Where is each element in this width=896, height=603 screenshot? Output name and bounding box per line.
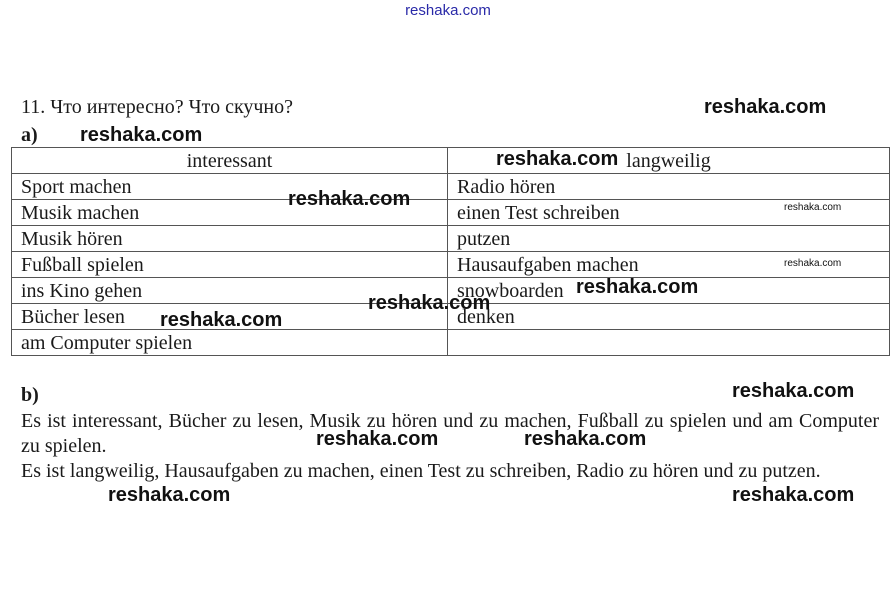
watermark: reshaka.com	[732, 380, 855, 402]
watermark: reshaka.com	[784, 258, 842, 269]
table-row	[12, 330, 890, 356]
answer-paragraph-1: Es ist interessant, Bücher zu lesen, Musik zu hören und zu machen, Fußball zu spielen und am Computer zu spielen.	[21, 410, 879, 457]
table-row	[12, 174, 890, 200]
table-cell: ins Kino gehen	[12, 278, 448, 304]
watermark: reshaka.com	[288, 188, 411, 210]
table-cell: Musik hören	[12, 226, 448, 252]
table-cell: Radio hören	[448, 174, 890, 200]
watermark: reshaka.com	[316, 428, 439, 450]
table-cell: Musik machen	[12, 200, 448, 226]
table-row	[12, 252, 890, 278]
table-cell: einen Test schreiben	[448, 200, 890, 226]
table-cell: Fußball spielen	[12, 252, 448, 278]
watermark: reshaka.com	[732, 484, 855, 506]
answer-paragraph-2: Es ist langweilig, Hausaufgaben zu machen, einen Test zu schreiben, Radio zu hören und zu putzen.	[21, 460, 821, 482]
watermark: reshaka.com	[524, 428, 647, 450]
watermark: reshaka.com	[368, 292, 491, 314]
table-cell: Sport machen	[12, 174, 448, 200]
table-cell: am Computer spielen	[12, 330, 448, 356]
table-row	[12, 200, 890, 226]
part-b-label: b)	[21, 384, 39, 406]
table-cell	[448, 330, 890, 356]
watermark: reshaka.com	[784, 202, 842, 213]
part-a-label: a)	[21, 124, 38, 146]
table-cell: putzen	[448, 226, 890, 252]
table-cell: Hausaufgaben machen	[448, 252, 890, 278]
table-cell: snowboarden	[448, 278, 890, 304]
table-cell: denken	[448, 304, 890, 330]
watermark: reshaka.com	[704, 96, 827, 118]
watermark: reshaka.com	[108, 484, 231, 506]
table-header-row	[12, 148, 890, 174]
watermark: reshaka.com	[576, 276, 699, 298]
header-interessant: interessant	[12, 148, 448, 174]
site-link[interactable]: reshaka.com	[405, 2, 491, 19]
watermark: reshaka.com	[80, 124, 203, 146]
table-row	[12, 226, 890, 252]
watermark: reshaka.com	[160, 309, 283, 331]
exercise-title: 11. Что интересно? Что скучно?	[21, 96, 294, 118]
watermark: reshaka.com	[496, 148, 619, 170]
vocab-table	[11, 147, 890, 356]
header-langweilig: langweilig	[448, 148, 890, 174]
table-cell: Bücher lesen	[12, 304, 448, 330]
